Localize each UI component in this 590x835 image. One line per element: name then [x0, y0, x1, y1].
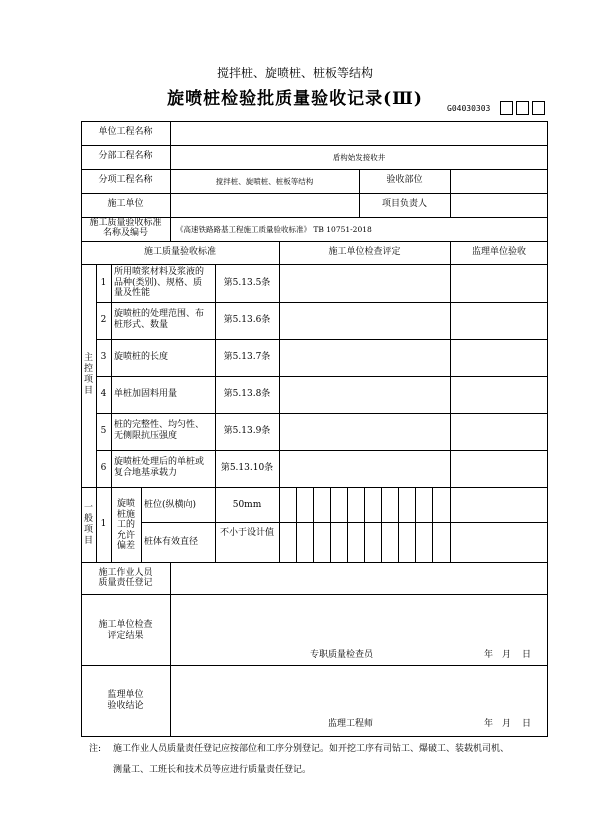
supervisor-result-field[interactable]	[176, 670, 544, 710]
note-line-1: 施工作业人员质量责任登记应按部位和工序分别登记。如开挖工序有司钻工、爆破工、装载机司机、	[113, 744, 510, 754]
standard-field[interactable]: 《高速铁路路基工程施工质量验收标准》 TB 10751-2018	[176, 225, 372, 234]
item-number: 4	[100, 389, 107, 399]
item-description: 旋喷桩的处理范围、布 桩形式、数量	[114, 309, 205, 330]
contractor-date-month: 月	[502, 650, 512, 660]
general-items-label: 一 般 项 目	[83, 503, 93, 546]
general-row-item: 桩体有效直径	[144, 537, 199, 547]
item-number: 5	[100, 426, 107, 436]
unit-project-label: 单位工程名称	[98, 127, 153, 137]
code-box-2[interactable]	[516, 101, 529, 115]
form-code: G04030303	[447, 104, 491, 113]
general-row-item: 桩位(纵横向)	[144, 500, 197, 510]
table-border-bottom	[81, 736, 548, 737]
supervisor-date-month: 月	[502, 719, 512, 729]
item-description: 单桩加固料用量	[114, 389, 178, 399]
contractor-result-field[interactable]	[176, 598, 544, 638]
general-item-number: 1	[100, 519, 107, 529]
note-prefix: 注:	[89, 744, 102, 754]
item-description: 所用喷浆材料及浆液的 品种(类别)、规格、质 量及性能	[114, 267, 205, 298]
contractor-date-day: 日	[522, 650, 532, 660]
project-lead-label: 项目负责人	[381, 199, 427, 209]
acceptance-part-label: 验收部位	[386, 175, 423, 185]
note-line-2: 测量工、工班长和技术员等应进行质量责任登记。	[113, 765, 312, 775]
supervisor-date-day: 日	[522, 719, 532, 729]
item-description: 桩的完整性、均匀性、 无侧限抗压强度	[114, 420, 205, 441]
column-header-supervisor: 监理单位验收	[471, 247, 526, 257]
general-row-tolerance: 50mm	[232, 500, 262, 510]
item-number: 2	[100, 315, 107, 325]
worker-registration-field[interactable]	[176, 570, 544, 590]
table-border-right	[547, 121, 548, 736]
item-number: 1	[100, 278, 107, 288]
item-number: 3	[100, 352, 107, 362]
engineer-signature-label: 监理工程师	[328, 719, 374, 729]
column-header-standard: 施工质量验收标准	[143, 247, 216, 257]
item-clause: 第5.13.9条	[223, 426, 271, 436]
table-border-top	[81, 121, 548, 122]
worker-registration-label: 施工作业人员 质量责任登记	[98, 568, 153, 588]
supervisor-result-label: 监理单位 验收结论	[107, 690, 144, 711]
contractor-label: 施工单位	[107, 199, 144, 209]
subdivision-label: 分项工程名称	[98, 175, 153, 185]
item-clause: 第5.13.5条	[223, 278, 271, 288]
contractor-date-year: 年	[484, 650, 494, 660]
division-label: 分部工程名称	[98, 151, 153, 161]
division-field[interactable]: 盾构始发接收井	[332, 153, 386, 162]
subdivision-field[interactable]: 搅拌桩、旋喷桩、桩板等结构	[215, 177, 314, 186]
item-clause: 第5.13.8条	[223, 389, 271, 399]
tolerance-group-label: 旋喷 桩施 工的 允许 偏差	[116, 499, 135, 551]
item-clause: 第5.13.6条	[223, 315, 271, 325]
general-row-tolerance: 不小于设计值	[219, 528, 274, 538]
code-box-1[interactable]	[500, 101, 513, 115]
standard-label: 施工质量验收标准 名称及编号	[89, 218, 162, 238]
item-description: 旋喷桩的长度	[114, 352, 169, 362]
item-number: 6	[100, 463, 107, 473]
item-description: 旋喷桩处理后的单桩或 复合地基承载力	[114, 457, 205, 478]
item-clause: 第5.13.10条	[220, 463, 274, 473]
inspector-signature-label: 专职质量检查员	[310, 650, 374, 660]
table-border-left	[81, 121, 82, 736]
form-subtitle: 搅拌桩、旋喷桩、桩板等结构	[216, 66, 373, 80]
contractor-result-label: 施工单位检查 评定结果	[98, 620, 153, 641]
item-clause: 第5.13.7条	[223, 352, 271, 362]
form-title: 旋喷桩检验批质量验收记录(Ⅲ)	[167, 89, 423, 109]
main-control-label: 主 控 项 目	[83, 353, 93, 396]
column-header-contractor: 施工单位检查评定	[328, 247, 401, 257]
code-box-3[interactable]	[532, 101, 545, 115]
supervisor-date-year: 年	[484, 719, 494, 729]
